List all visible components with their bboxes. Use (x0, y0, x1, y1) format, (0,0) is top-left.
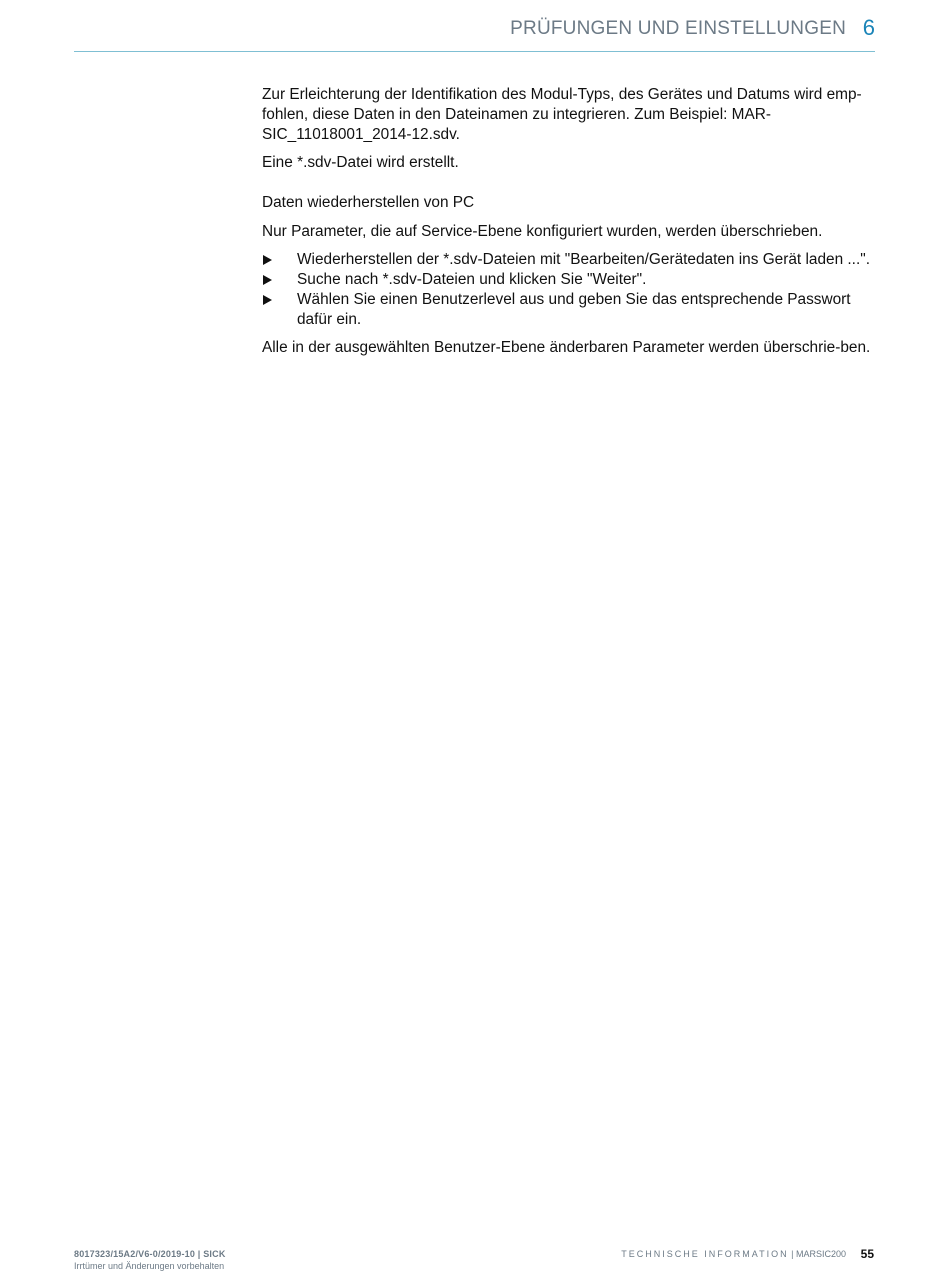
list-item (262, 270, 874, 290)
list-item-text: Suche nach *.sdv-Dateien und klicken Sie "Weiter". (297, 271, 647, 288)
paragraph-filename-hint: Zur Erleichterung der Identifikation des Modul-Typs, des Gerätes und Datums wird emp-fohlen, diese Daten in den Dateinamen zu integrieren. Zum Beispiel: MAR-SIC_11018001_2014-12.sdv. (262, 86, 862, 143)
disclaimer: Irrtümer und Änderungen vorbehalten (74, 1261, 225, 1271)
list-item-text: Wählen Sie einen Benutzerlevel aus und geben Sie das entsprechende Passwort dafür ein. (297, 291, 851, 328)
list-item-text: Wiederherstellen der *.sdv-Dateien mit "Bearbeiten/Gerätedaten ins Gerät laden ...". (297, 251, 870, 268)
document-id: 8017323/15A2/V6-0/2019-10 | SICK (74, 1249, 226, 1259)
chapter-title: PRÜFUNGEN UND EINSTELLUNGEN (510, 18, 846, 39)
page-number: 55 (860, 1247, 874, 1261)
paragraph-file-created: Eine *.sdv-Datei wird erstellt. (262, 154, 459, 171)
instruction-list (262, 250, 874, 330)
product-name: | MARSIC200 (791, 1249, 846, 1259)
list-item (262, 290, 874, 330)
footer-right (621, 1248, 846, 1260)
bullet-triangle-icon (263, 275, 272, 285)
paragraph-service-level-note: Nur Parameter, die auf Service-Ebene konfiguriert wurden, werden überschrieben. (262, 223, 823, 240)
bullet-triangle-icon (263, 255, 272, 265)
page-header (74, 14, 875, 52)
chapter-number: 6 (862, 15, 875, 40)
bullet-triangle-icon (263, 295, 272, 305)
section-heading-restore: Daten wiederherstellen von PC (262, 194, 475, 211)
document-type: TECHNISCHE INFORMATION (621, 1249, 789, 1259)
paragraph-overwrite-note: Alle in der ausgewählten Benutzer-Ebene änderbaren Parameter werden überschrie-ben. (262, 339, 871, 356)
main-content (262, 85, 874, 366)
list-item (262, 250, 874, 270)
footer-left (74, 1248, 226, 1272)
